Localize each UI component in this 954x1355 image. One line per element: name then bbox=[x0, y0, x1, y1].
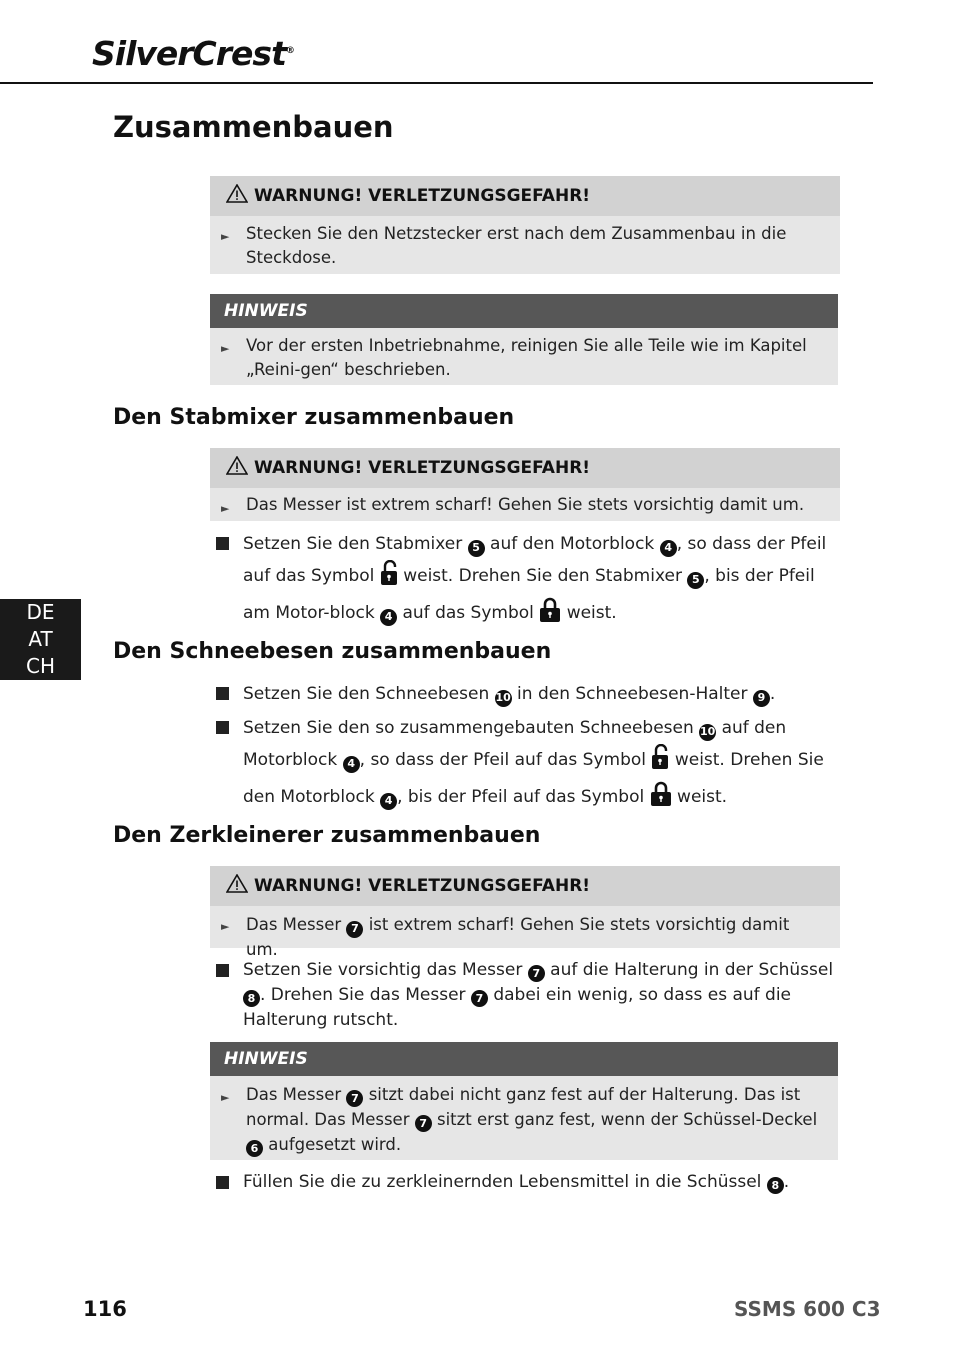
instruction-step: Setzen Sie den Stabmixer 5 auf den Motorblock 4 , so dass der Pfeil auf das Symbol weist. Drehen Sie den Stabmixer 5 , bis der Pfeil am Motor-block 4 auf das Symbol weist. bbox=[216, 528, 840, 634]
warning-label: WARNUNG! VERLETZUNGSGEFAHR! bbox=[254, 876, 591, 896]
model-number: SSMS 600 C3 bbox=[734, 1297, 881, 1321]
warning-body bbox=[210, 216, 840, 276]
warning-box bbox=[210, 448, 840, 521]
language-code: AT bbox=[28, 627, 53, 651]
part-number-badge: 8 bbox=[243, 990, 260, 1007]
square-bullet-icon bbox=[216, 721, 229, 734]
warning-text: Stecken Sie den Netzstecker erst nach dem Zusammenbau in die Steckdose. bbox=[246, 224, 787, 267]
part-number-badge: 7 bbox=[346, 1090, 363, 1107]
note-label: HINWEIS bbox=[224, 1049, 308, 1069]
part-number-badge: 6 bbox=[246, 1140, 263, 1157]
note-box bbox=[210, 1042, 838, 1160]
note-body bbox=[210, 328, 838, 388]
part-number-badge: 4 bbox=[380, 793, 397, 810]
page-title: Zusammenbauen bbox=[113, 110, 394, 144]
lock-closed-icon bbox=[539, 597, 561, 634]
section-heading: Den Schneebesen zusammenbauen bbox=[113, 639, 552, 664]
square-bullet-icon bbox=[216, 687, 229, 700]
language-code: DE bbox=[26, 600, 55, 624]
part-number-badge: 7 bbox=[346, 921, 363, 938]
square-bullet-icon bbox=[216, 964, 229, 977]
note-label: HINWEIS bbox=[224, 301, 308, 321]
part-number-badge: 5 bbox=[468, 540, 485, 557]
warning-triangle-icon bbox=[226, 184, 248, 208]
warning-triangle-icon bbox=[226, 456, 248, 480]
instruction-step: Setzen Sie den so zusammengebauten Schneebesen 10 auf den Motorblock 4 , so dass der Pfeil auf das Symbol weist. Drehen Sie den Motorblock 4 , bis der Pfeil auf das Symbol weist. bbox=[216, 712, 840, 818]
instruction-step: Setzen Sie vorsichtig das Messer 7 auf die Halterung in der Schüssel 8 . Drehen Sie das Messer 7 dabei ein wenig, so dass es auf die Halterung rutscht. bbox=[216, 958, 840, 1033]
part-number-badge: 9 bbox=[753, 690, 770, 707]
brand-logo: SilverCrest® bbox=[92, 34, 294, 73]
lock-open-icon bbox=[651, 744, 669, 781]
warning-box bbox=[210, 866, 840, 959]
part-number-badge: 7 bbox=[528, 965, 545, 982]
arrow-bullet-icon: ► bbox=[221, 230, 230, 243]
warning-body bbox=[210, 488, 840, 523]
instruction-step: Setzen Sie den Schneebesen 10 in den Schneebesen-Halter 9 . bbox=[216, 678, 840, 710]
part-number-badge: 8 bbox=[767, 1177, 784, 1194]
arrow-bullet-icon: ► bbox=[221, 502, 230, 515]
lock-open-icon bbox=[380, 560, 398, 597]
part-number-badge: 4 bbox=[660, 540, 677, 557]
warning-box bbox=[210, 176, 840, 274]
warning-header bbox=[210, 866, 840, 906]
warning-text: Das Messer ist extrem scharf! Gehen Sie stets vorsichtig damit um. bbox=[246, 495, 805, 514]
part-number-badge: 5 bbox=[687, 572, 704, 589]
warning-label: WARNUNG! VERLETZUNGSGEFAHR! bbox=[254, 186, 591, 206]
arrow-bullet-icon: ► bbox=[221, 1091, 230, 1104]
arrow-bullet-icon: ► bbox=[221, 342, 230, 355]
language-tab bbox=[0, 599, 81, 680]
page-number: 116 bbox=[83, 1297, 127, 1321]
warning-header bbox=[210, 448, 840, 488]
warning-body: ► Das Messer 7 ist extrem scharf! Gehen Sie stets vorsichtig damit um. bbox=[221, 915, 790, 959]
warning-triangle-icon bbox=[226, 874, 248, 898]
warning-header bbox=[210, 176, 840, 216]
note-header bbox=[210, 294, 838, 328]
note-header bbox=[210, 1042, 838, 1076]
note-text: Vor der ersten Inbetriebnahme, reinigen Sie alle Teile wie im Kapitel „Reini-gen“ beschrieben. bbox=[246, 336, 807, 379]
part-number-badge: 7 bbox=[471, 990, 488, 1007]
lock-closed-icon bbox=[650, 781, 672, 818]
note-box bbox=[210, 294, 838, 385]
warning-label: WARNUNG! VERLETZUNGSGEFAHR! bbox=[254, 458, 591, 478]
part-number-badge: 10 bbox=[699, 724, 716, 741]
note-body: ► Das Messer 7 sitzt dabei nicht ganz fest auf der Halterung. Das ist normal. Das Messer 7 sitzt erst ganz fest, wenn der Schüssel-Deckel 6 aufgesetzt wird. bbox=[221, 1085, 818, 1155]
part-number-badge: 7 bbox=[415, 1115, 432, 1132]
part-number-badge: 10 bbox=[495, 690, 512, 707]
instruction-step: Füllen Sie die zu zerkleinernden Lebensmittel in die Schüssel 8 . bbox=[216, 1170, 840, 1195]
square-bullet-icon bbox=[216, 1176, 229, 1189]
language-code: CH bbox=[25, 654, 55, 678]
section-heading: Den Stabmixer zusammenbauen bbox=[113, 405, 515, 430]
header-rule bbox=[0, 82, 873, 84]
part-number-badge: 4 bbox=[343, 756, 360, 773]
arrow-bullet-icon: ► bbox=[221, 920, 230, 933]
part-number-badge: 4 bbox=[380, 609, 397, 626]
square-bullet-icon bbox=[216, 537, 229, 550]
section-heading: Den Zerkleinerer zusammenbauen bbox=[113, 823, 541, 848]
